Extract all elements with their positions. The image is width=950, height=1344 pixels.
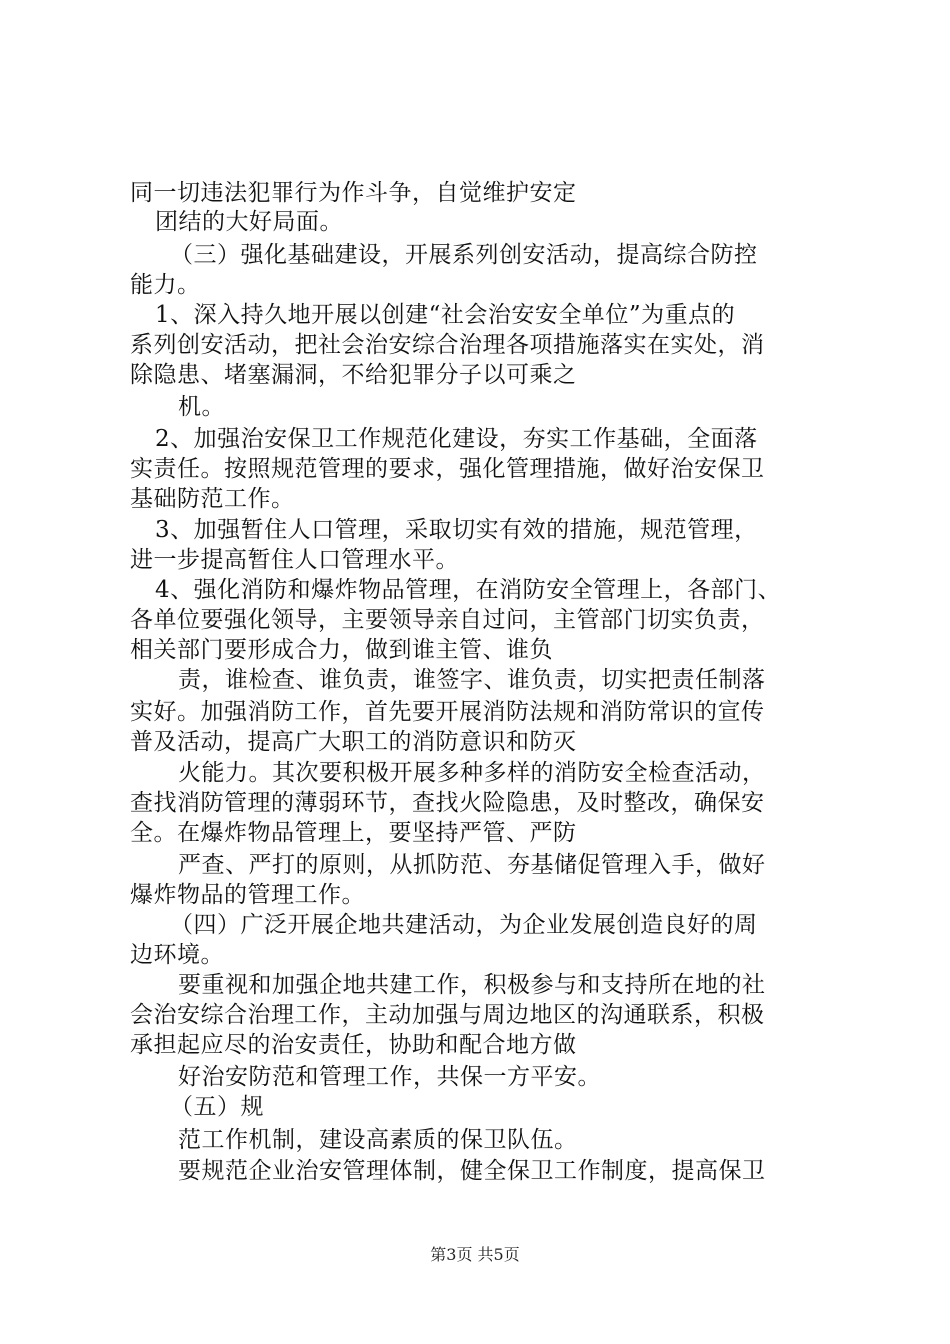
list-item-1: 1、深入持久地开展以创建“社会治安安全单位”为重点的 — [155, 302, 736, 328]
page-number-footer: 第3页 共5页 — [430, 1245, 520, 1264]
body-line: 严查、严打的原则，从抓防范、夯基储促管理入手，做好 — [178, 852, 766, 878]
list-item-4: 4、强化消防和爆炸物品管理，在消防安全管理上，各部门、 — [155, 577, 782, 603]
section-heading-4: （四）广泛开展企地共建活动，为企业发展创造良好的周 — [170, 912, 758, 938]
body-line: 除隐患、堵塞漏洞，不给犯罪分子以可乘之 — [130, 362, 577, 388]
body-line: 责，谁检查、谁负责，谁签字、谁负责，切实把责任制落 — [178, 667, 766, 693]
body-line: 实责任。按照规范管理的要求，强化管理措施，做好治安保卫 — [130, 456, 765, 482]
body-line: 进一步提高暂住人口管理水平。 — [130, 547, 459, 573]
list-item-3: 3、加强暂住人口管理，采取切实有效的措施，规范管理， — [155, 517, 758, 543]
body-line: 好治安防范和管理工作，共保一方平安。 — [178, 1064, 601, 1090]
body-line: 火能力。其次要积极开展多种多样的消防安全检查活动， — [178, 760, 766, 786]
section-heading-5: （五）规 — [170, 1094, 264, 1120]
body-line: 承担起应尽的治安责任，协助和配合地方做 — [130, 1032, 577, 1058]
body-line: 要规范企业治安管理体制，健全保卫工作制度，提高保卫 — [178, 1158, 766, 1184]
body-line: 系列创安活动，把社会治安综合治理各项措施落实在实处，消 — [130, 332, 765, 358]
body-line: 机。 — [178, 394, 225, 420]
body-line: 各单位要强化领导，主要领导亲自过问，主管部门切实负责， — [130, 607, 765, 633]
body-line: 查找消防管理的薄弱环节，查找火险隐患，及时整改，确保安 — [130, 790, 765, 816]
body-line: 会治安综合治理工作，主动加强与周边地区的沟通联系，积极 — [130, 1002, 765, 1028]
body-line: 同一切违法犯罪行为作斗争，自觉维护安定 — [130, 180, 577, 206]
body-line: 普及活动，提高广大职工的消防意识和防灭 — [130, 729, 577, 755]
body-line: 能力。 — [130, 272, 201, 298]
body-line: 实好。加强消防工作，首先要开展消防法规和消防常识的宣传 — [130, 699, 765, 725]
section-heading-3: （三）强化基础建设，开展系列创安活动，提高综合防控 — [170, 242, 758, 268]
body-line: 全。在爆炸物品管理上，要坚持严管、严防 — [130, 820, 577, 846]
body-line: 要重视和加强企地共建工作，积极参与和支持所在地的社 — [178, 972, 766, 998]
body-line: 爆炸物品的管理工作。 — [130, 882, 365, 908]
body-line: 相关部门要形成合力，做到谁主管、谁负 — [130, 637, 553, 663]
list-item-2: 2、加强治安保卫工作规范化建设，夯实工作基础，全面落 — [155, 426, 758, 452]
body-line: 团结的大好局面。 — [155, 209, 343, 235]
body-line: 基础防范工作。 — [130, 486, 295, 512]
body-line: 边环境。 — [130, 942, 224, 968]
body-line: 范工作机制，建设高素质的保卫队伍。 — [178, 1127, 578, 1153]
